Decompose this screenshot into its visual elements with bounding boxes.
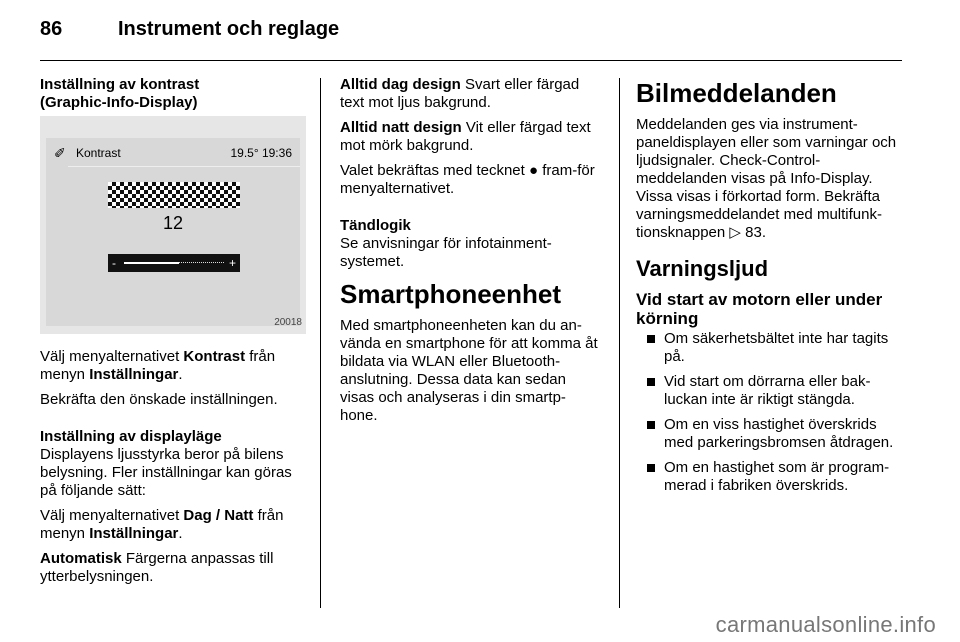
display-screen	[46, 138, 300, 326]
contrast-display-figure	[40, 116, 306, 334]
minus-icon: -	[112, 256, 116, 270]
contrast-heading: Inställning av kontrast (Graphic-Info-Display)	[40, 76, 200, 111]
warning-chimes-title: Varningsljud	[636, 256, 769, 281]
page-title: Instrument och reglage	[118, 18, 340, 40]
figure-number: 20018	[274, 317, 302, 328]
bullet-square-icon	[647, 464, 655, 472]
contrast-slider	[108, 254, 240, 272]
list-item: Om säkerhetsbältet inte har tagits på.	[636, 330, 906, 366]
plus-icon: +	[228, 256, 236, 270]
smartphone-section-title: Smartphoneenhet	[340, 279, 562, 309]
filled-circle-icon: ●	[529, 162, 539, 179]
header-rule	[40, 60, 902, 61]
footer-watermark[interactable]: carmanualsonline.info	[715, 612, 936, 637]
warning-subheading: Vid start av motorn eller under körning	[636, 290, 883, 328]
list-item: Vid start om dörrarna eller bak-luckan inte är riktigt stängda.	[636, 373, 906, 409]
paragraph: Alltid dag design Svart eller färgad text mot ljus bakgrund.	[340, 76, 580, 111]
paragraph: Automatisk Färgerna anpassas till ytterbelysningen.	[40, 550, 274, 585]
bullet-square-icon	[647, 335, 655, 343]
paragraph: Meddelanden ges via instrument-paneldisplayen eller som varningar och ljudsignaler. Check-Control-meddelanden visas på Info-Display. Vissa visas i förkortad form. Bekräfta varningsmeddelandet med multifunk-tionsknappen ▷ 83.	[636, 116, 897, 241]
bullet-square-icon	[647, 421, 655, 429]
page-number: 86	[40, 18, 63, 40]
contrast-pattern	[108, 182, 240, 208]
column-2	[340, 76, 602, 432]
paragraph: Se anvisningar för infotainment-systemet.	[340, 235, 552, 270]
column-3	[636, 76, 906, 502]
page-header	[40, 18, 339, 48]
contrast-value: 12	[162, 213, 184, 233]
column-divider-2	[619, 78, 620, 608]
bullet-square-icon	[647, 378, 655, 386]
warning-list	[636, 330, 906, 495]
paragraph: Välj menyalternativet Kontrast från menyn Inställningar.	[40, 348, 276, 383]
page-reference[interactable]: 83	[745, 224, 762, 241]
list-item: Om en hastighet som är program-merad i fabriken överskrids.	[636, 459, 906, 495]
ignition-logic-heading: Tändlogik	[340, 217, 411, 234]
slider-fill	[124, 262, 179, 264]
display-status: 19.5° 19:36	[230, 146, 292, 160]
column-1	[40, 76, 306, 593]
paragraph: Displayens ljusstyrka beror på bilens belysning. Fler inställningar kan göras på följande sätt:	[40, 446, 292, 499]
display-title: Kontrast	[76, 146, 121, 160]
paragraph: Välj menyalternativet Dag / Natt från menyn Inställningar.	[40, 507, 284, 542]
list-item: Om en viss hastighet överskrids med parkeringsbromsen åtdragen.	[636, 416, 906, 452]
display-mode-heading: Inställning av displayläge	[40, 428, 222, 445]
paragraph: Alltid natt design Vit eller färgad text mot mörk bakgrund.	[340, 119, 591, 154]
column-divider-1	[320, 78, 321, 608]
display-divider	[68, 166, 300, 167]
settings-icon: ✐	[54, 145, 66, 161]
display-title-bar	[46, 142, 300, 164]
paragraph: Bekräfta den önskade inställningen.	[40, 391, 278, 408]
paragraph: Med smartphoneenheten kan du an-vända en smartphone för att komma åt bildata via WLAN eller Bluetooth-anslutning. Dessa data kan sedan visas och analyseras i din smartp-hone.	[340, 317, 598, 424]
page-reference-arrow-icon: ▷	[729, 224, 741, 241]
paragraph: Valet bekräftas med tecknet ● fram-för menyalternativet.	[340, 162, 595, 197]
vehicle-messages-title: Bilmeddelanden	[636, 78, 837, 108]
